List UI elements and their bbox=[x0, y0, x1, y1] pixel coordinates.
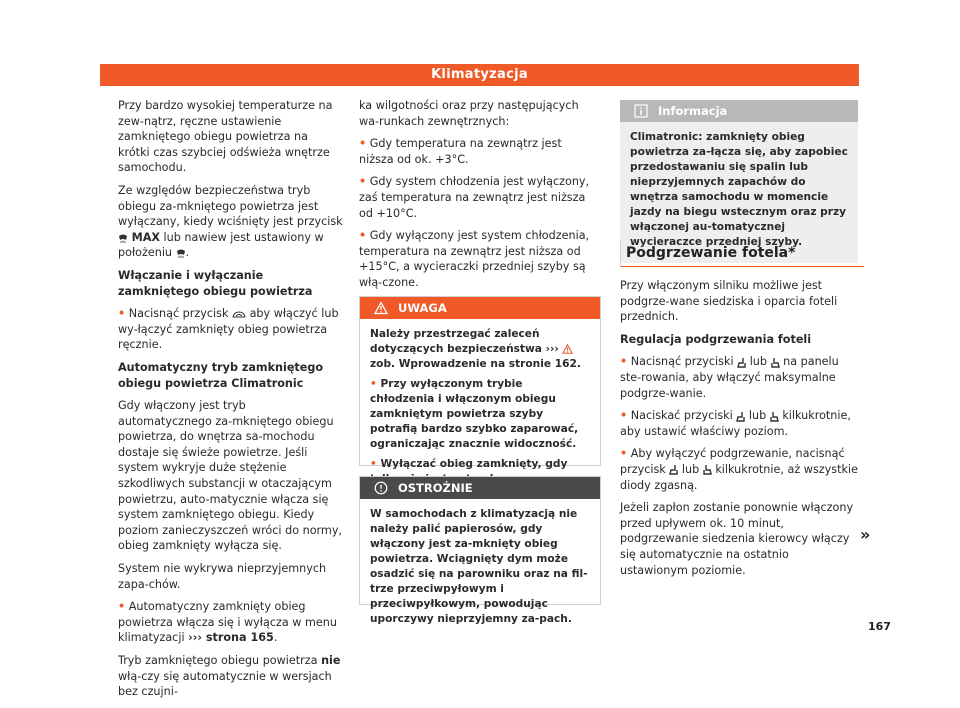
warning-box-body bbox=[360, 319, 600, 500]
subheading: Regulacja podgrzewania foteli bbox=[620, 332, 812, 346]
section-title: Podgrzewanie fotela* bbox=[620, 240, 864, 267]
list-item: • Wyłączać obieg zamknięty, gdy bbox=[370, 458, 568, 470]
page-reference-link[interactable]: ››› strona 165 bbox=[188, 631, 274, 645]
column-1 bbox=[118, 98, 343, 707]
caution-box-body bbox=[360, 499, 600, 640]
chapter-header: Klimatyzacja bbox=[100, 64, 859, 86]
bullet-icon: • bbox=[359, 229, 367, 243]
warning-triangle-icon bbox=[562, 344, 573, 354]
list-item: • Automatyczny zamknięty obieg powietrza włącza się i wyłącza w menu klimatyzacji ››› strona 165. bbox=[118, 600, 337, 645]
bullet-icon: • bbox=[370, 458, 377, 470]
paragraph: Przy włączonym silniku możliwe jest podgrze-wane siedziska i oparcia foteli przednich. bbox=[620, 279, 838, 324]
seat-heat-icon bbox=[770, 411, 779, 422]
caution-box-header: OSTROŻNIE bbox=[360, 477, 600, 499]
seat-heat-icon bbox=[669, 464, 678, 475]
paragraph: W samochodach z klimatyzacją nie należy palić papierosów, gdy włączony jest za-mknięty obieg powietrza. Wciągnięty dym może osadzić się na parowniku oraz na fil-trze przeciwpyłowym i przeciwpyłkowym, powodując uporczywy nieprzyjemny za-pach. bbox=[370, 508, 588, 625]
subheading: Automatyczny tryb zamkniętego obiegu powietrza Climatronic bbox=[118, 360, 324, 390]
continue-mark: » bbox=[860, 525, 871, 544]
bullet-icon: • bbox=[359, 137, 367, 151]
paragraph: Tryb zamkniętego obiegu powietrza nie włą-czy się automatycznie w wersjach bez czujni- bbox=[118, 654, 341, 699]
paragraph: Należy przestrzegać zaleceń dotyczących bezpieczeństwa ››› zob. Wprowadzenie na stronie 162. bbox=[370, 328, 581, 370]
list-item: • Gdy wyłączony jest system chłodzenia, temperatura na zewnątrz jest niższa od +15°C, a wycieraczki przedniej szyby są włą-czone. bbox=[359, 229, 590, 289]
list-item: • Nacisnąć przycisk aby włączyć lub wy-łączyć zamknięty obieg powietrza ręcznie. bbox=[118, 307, 339, 352]
seat-heat-icon bbox=[703, 464, 712, 475]
list-item: • Nacisnąć przyciski lub na panelu ste-rowania, aby włączyć maksymalne podgrze-wanie. bbox=[620, 355, 839, 400]
paragraph: Climatronic: zamknięty obieg powietrza za-łącza się, aby zapobiec przedostawaniu się spalin lub nieprzyjemnych zapachów do wnętrza samochodu w momencie jazdy na biegu wstecznym oraz przy włączonej au-tomatycznej wycieraczce przedniej szyby. bbox=[630, 131, 848, 248]
column-3 bbox=[620, 278, 858, 585]
info-box-header: Informacja bbox=[620, 100, 858, 122]
list-item: • Gdy temperatura na zewnątrz jest niższa od ok. +3°C. bbox=[359, 137, 562, 166]
list-item: • Naciskać przyciski lub kilkukrotnie, aby ustawić właściwy poziom. bbox=[620, 409, 851, 438]
caution-box bbox=[359, 476, 601, 625]
bullet-icon: • bbox=[370, 378, 377, 390]
bullet-icon: • bbox=[118, 600, 126, 614]
warning-box-header: UWAGA bbox=[360, 297, 600, 319]
bullet-icon: • bbox=[359, 175, 367, 189]
bullet-icon: • bbox=[620, 355, 628, 369]
list-item: • Przy wyłączonym trybie chłodzenia i włączonym obiegu zamkniętym powietrza szyby potrafią bardzo szybko zaparować, ograniczając znacznie widoczność. bbox=[370, 378, 579, 450]
paragraph: System nie wykrywa nieprzyjemnych zapa-chów. bbox=[118, 562, 327, 591]
air-recirculation-icon bbox=[232, 310, 246, 319]
list-item: • Gdy system chłodzenia jest wyłączony, zaś temperatura na zewnątrz jest niższa od +10°C. bbox=[359, 175, 590, 220]
warning-box bbox=[359, 296, 601, 470]
warning-triangle-icon bbox=[374, 301, 388, 315]
paragraph: ka wilgotności oraz przy następujących wa-runkach zewnętrznych: bbox=[359, 99, 579, 128]
seat-heat-icon bbox=[736, 411, 745, 422]
seat-heat-icon bbox=[737, 357, 746, 368]
column-2 bbox=[359, 98, 591, 298]
paragraph: Jeżeli zapłon zostanie ponownie włączony przed upływem ok. 10 minut, podgrzewanie siedzenia kierowcy włączy się automatycznie na ostatnio ustawionym poziomie. bbox=[620, 501, 854, 577]
windshield-defrost-icon bbox=[118, 233, 128, 243]
caution-circle-icon bbox=[374, 481, 388, 495]
page-reference-link[interactable]: zob. Wprowadzenie na stronie 162. bbox=[370, 358, 581, 370]
info-box bbox=[620, 100, 858, 248]
info-icon bbox=[634, 104, 648, 118]
page-number: 167 bbox=[868, 620, 891, 633]
bullet-icon: • bbox=[620, 447, 628, 461]
bullet-icon: • bbox=[118, 307, 126, 321]
paragraph: Gdy włączony jest tryb automatycznego za-mkniętego obiegu powietrza, do wnętrza sa-mochodu dostaje się świeże powietrze. Jeśli system wykryje duże stężenie szkodliwych substancji w otaczającym powietrzu, auto-matycznie włącza się system zamkniętego obiegu. Kiedy poziom zanieczyszczeń wróci do normy, obieg zamknięty wyłącza się. bbox=[118, 399, 343, 553]
seat-heat-icon bbox=[771, 357, 780, 368]
subheading: Włączanie i wyłączanie zamkniętego obiegu powietrza bbox=[118, 268, 313, 298]
bullet-icon: • bbox=[620, 409, 628, 423]
windshield-defrost-icon bbox=[176, 248, 186, 258]
paragraph: Przy bardzo wysokiej temperaturze na zew-nątrz, ręczne ustawienie zamkniętego obiegu powietrza na krótki czas szybciej odświeża wnętrze samochodu. bbox=[118, 99, 333, 175]
paragraph: Ze względów bezpieczeństwa tryb obiegu za-mkniętego powietrza jest wyłączany, kiedy wciśnięty jest przycisk MAX lub nawiew jest ustawiony w położeniu . bbox=[118, 183, 343, 260]
list-item: • Aby wyłączyć podgrzewanie, nacisnąć przycisk lub kilkukrotnie, aż wszystkie diody zgasną. bbox=[620, 447, 858, 492]
max-label: MAX bbox=[131, 230, 160, 244]
